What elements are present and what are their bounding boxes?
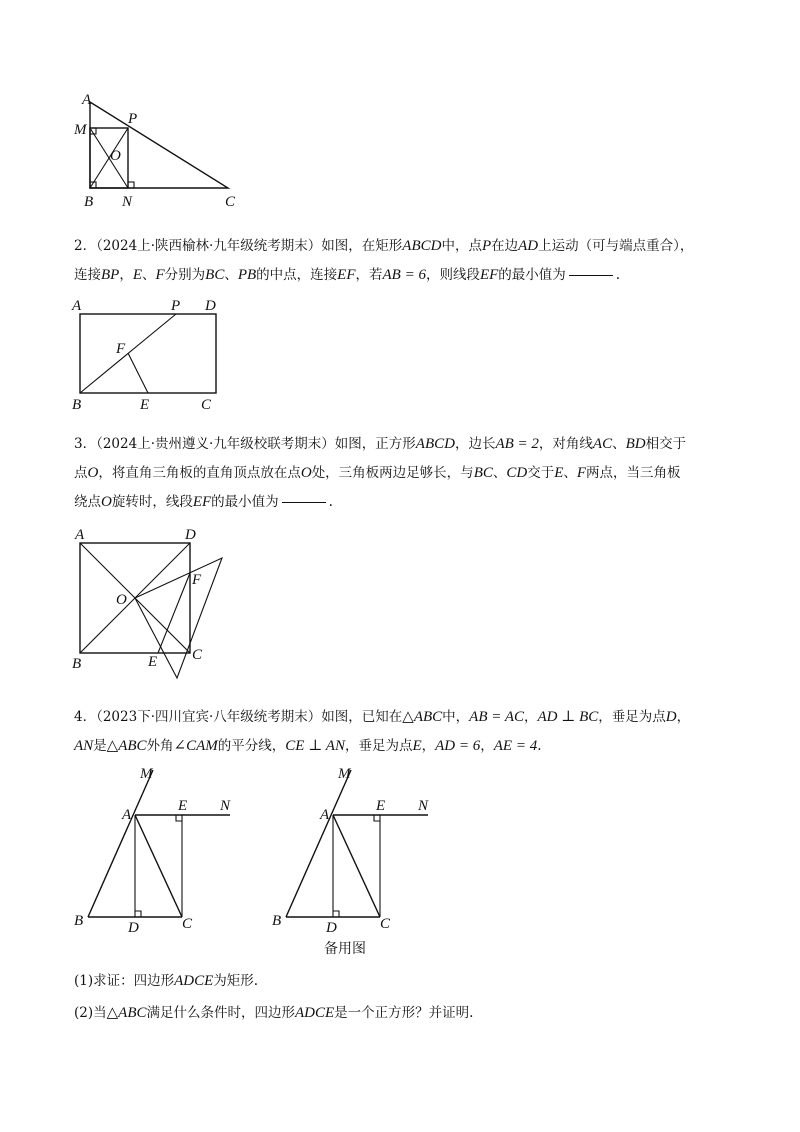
text-run: 交于 bbox=[527, 465, 555, 481]
text-run: 的中点，连接 bbox=[256, 267, 338, 283]
ray-BM bbox=[88, 770, 153, 917]
label-N: N bbox=[220, 798, 231, 814]
question-3-number: 3． bbox=[74, 436, 97, 452]
text-run: ，垂足为点 bbox=[598, 709, 666, 725]
text-run: ，边长 bbox=[454, 436, 496, 452]
label-E: E bbox=[148, 654, 158, 670]
question-3 bbox=[74, 430, 734, 517]
label-C: C bbox=[182, 916, 193, 932]
question-4-part-1 bbox=[74, 967, 734, 996]
label-D: D bbox=[326, 920, 337, 936]
text-run: 为矩形. bbox=[213, 973, 259, 989]
text-run: ，将直角三角板的直角顶点放在点 bbox=[98, 465, 301, 481]
text-run: 连接 bbox=[74, 267, 101, 283]
math-expression: CE ⊥ AN bbox=[285, 738, 345, 754]
math-expression: AN bbox=[74, 738, 94, 754]
math-expression: AB = 6 bbox=[382, 267, 426, 283]
math-expression: ABCD bbox=[402, 238, 442, 254]
math-expression: CD bbox=[506, 465, 528, 481]
math-expression: BD bbox=[625, 436, 646, 452]
label-A: A bbox=[75, 527, 85, 543]
right-angle-D bbox=[135, 911, 141, 917]
question-4-part-2 bbox=[74, 999, 734, 1028]
math-expression: EF bbox=[479, 267, 499, 283]
text-run: 点 bbox=[74, 465, 88, 481]
math-expression: F bbox=[576, 465, 587, 481]
question-3-line-2 bbox=[74, 459, 734, 488]
label-F: F bbox=[116, 341, 126, 357]
math-expression: PB bbox=[237, 267, 257, 283]
text-run: (1)求证：四边形 bbox=[74, 973, 175, 989]
label-E: E bbox=[178, 798, 188, 814]
segment-AC bbox=[135, 815, 182, 917]
label-D: D bbox=[128, 920, 139, 936]
label-C: C bbox=[201, 397, 212, 413]
question-4-line-2 bbox=[74, 732, 734, 761]
math-expression: △ABC bbox=[106, 1005, 147, 1021]
math-expression: E bbox=[132, 267, 142, 283]
label-F: F bbox=[192, 572, 202, 588]
text-run: ， bbox=[524, 709, 538, 725]
question-2 bbox=[74, 232, 734, 290]
figure-3 bbox=[70, 528, 235, 688]
math-expression: △ABC bbox=[402, 709, 443, 725]
text-run: . bbox=[537, 738, 542, 754]
text-run: 、 bbox=[142, 267, 156, 283]
math-expression: ∠CAM bbox=[173, 738, 218, 754]
question-4-parts bbox=[74, 967, 734, 1028]
text-run: 分别为 bbox=[164, 267, 206, 283]
text-run: 处，三角板两边足够长，与 bbox=[311, 465, 474, 481]
question-2-source: （2024上·陕西榆林·九年级统考期末） bbox=[96, 238, 322, 254]
right-angle-E bbox=[176, 815, 182, 821]
label-P: P bbox=[171, 298, 181, 314]
question-3-text-1 bbox=[335, 436, 686, 452]
math-expression: BC bbox=[473, 465, 493, 481]
label-A: A bbox=[122, 807, 132, 823]
text-run: ，垂足为点 bbox=[344, 738, 413, 754]
math-expression: BC bbox=[205, 267, 225, 283]
question-2-text-1 bbox=[321, 238, 693, 254]
question-2-line-1 bbox=[74, 232, 734, 261]
math-expression: ADCE bbox=[295, 1005, 335, 1021]
figure-1 bbox=[70, 90, 270, 215]
math-expression: AB = AC bbox=[469, 709, 525, 725]
label-D: D bbox=[185, 527, 196, 543]
right-angle-E bbox=[374, 815, 380, 821]
label-O: O bbox=[110, 148, 121, 164]
math-expression: AD ⊥ BC bbox=[537, 709, 599, 725]
math-expression: △ABC bbox=[106, 738, 147, 754]
text-run: 中，点 bbox=[441, 238, 482, 254]
ray-BM bbox=[286, 770, 351, 917]
math-expression: AC bbox=[592, 436, 613, 452]
text-run: ， bbox=[676, 709, 691, 725]
text-run: ， bbox=[119, 267, 133, 283]
label-D: D bbox=[205, 298, 216, 314]
text-run: 在边 bbox=[491, 238, 519, 254]
text-run: 的平分线， bbox=[217, 738, 286, 754]
math-expression: D bbox=[665, 709, 677, 725]
math-expression: BP bbox=[101, 267, 120, 283]
label-C: C bbox=[225, 194, 236, 210]
text-run: 如图，已知在 bbox=[321, 709, 403, 725]
text-run: 两点，当三角板 bbox=[586, 465, 681, 481]
right-angle-N bbox=[128, 182, 134, 188]
text-run: 是一个正方形？并证明. bbox=[334, 1005, 474, 1021]
label-B: B bbox=[84, 194, 94, 210]
label-A: A bbox=[320, 807, 330, 823]
spare-figure-caption: 备用图 bbox=[324, 941, 366, 957]
label-M: M bbox=[338, 766, 351, 782]
label-B: B bbox=[72, 656, 82, 672]
label-N: N bbox=[418, 798, 429, 814]
text-run: ，则线段 bbox=[425, 267, 480, 283]
math-expression: AD bbox=[518, 238, 539, 254]
question-4 bbox=[74, 703, 734, 761]
figure-4-spare bbox=[268, 765, 453, 935]
math-expression: E bbox=[554, 465, 564, 481]
question-3-line-3 bbox=[74, 488, 734, 517]
text-run: . bbox=[615, 267, 621, 283]
label-O: O bbox=[116, 592, 127, 608]
text-run: . bbox=[328, 494, 333, 510]
label-B: B bbox=[74, 913, 84, 929]
text-run: 相交于 bbox=[645, 436, 687, 452]
label-C: C bbox=[192, 647, 203, 663]
math-expression: O bbox=[300, 465, 312, 481]
text-run: 满足什么条件时，四边形 bbox=[146, 1005, 295, 1021]
math-expression: O bbox=[101, 494, 112, 510]
right-angle-D bbox=[333, 911, 339, 917]
label-A: A bbox=[72, 298, 82, 314]
text-run: 是 bbox=[93, 738, 107, 754]
math-expression: E bbox=[412, 738, 422, 754]
math-expression: AB = 2 bbox=[495, 436, 539, 452]
question-4-text-1 bbox=[321, 709, 690, 725]
text-run: ，若 bbox=[355, 267, 383, 283]
question-2-line-2 bbox=[74, 261, 734, 290]
text-run: 、 bbox=[612, 436, 626, 452]
answer-blank bbox=[569, 275, 613, 276]
math-expression: AD = 6 bbox=[435, 738, 481, 754]
label-B: B bbox=[72, 397, 82, 413]
text-run: 外角 bbox=[146, 738, 174, 754]
text-run: 、 bbox=[563, 465, 577, 481]
text-run: ， bbox=[421, 738, 436, 754]
segment-AC bbox=[333, 815, 380, 917]
answer-blank bbox=[282, 502, 326, 503]
question-4-line-1 bbox=[74, 703, 734, 732]
label-N: N bbox=[122, 194, 133, 210]
label-P: P bbox=[128, 111, 138, 127]
text-run: 、 bbox=[492, 465, 507, 481]
text-run: 的最小值为 bbox=[498, 267, 566, 283]
question-4-source: （2023下·四川宜宾·八年级统考期末） bbox=[96, 709, 322, 725]
math-expression: ABCD bbox=[415, 436, 455, 452]
text-run: 如图，正方形 bbox=[334, 436, 416, 452]
text-run: 旋转时，线段 bbox=[111, 494, 193, 510]
question-2-number: 2． bbox=[74, 238, 97, 254]
text-run: 中， bbox=[442, 709, 470, 725]
question-3-source: （2024上·贵州遵义·九年级校联考期末） bbox=[96, 436, 335, 452]
label-E: E bbox=[376, 798, 386, 814]
math-expression: EF bbox=[337, 267, 356, 283]
label-C: C bbox=[380, 916, 391, 932]
triangle-ABC bbox=[90, 102, 228, 188]
question-3-line-1 bbox=[74, 430, 734, 459]
segment-EF bbox=[128, 353, 148, 393]
math-expression: O bbox=[87, 465, 99, 481]
label-A: A bbox=[82, 92, 92, 108]
text-run: (2)当 bbox=[74, 1005, 107, 1021]
text-run: 的最小值为 bbox=[211, 494, 279, 510]
text-run: 如图，在矩形 bbox=[321, 238, 403, 254]
text-run: ，对角线 bbox=[538, 436, 593, 452]
label-M: M bbox=[140, 766, 153, 782]
text-run: 上运动（可与端点重合）， bbox=[538, 238, 694, 254]
math-expression: ADCE bbox=[174, 973, 214, 989]
math-expression: EF bbox=[192, 494, 212, 510]
rectangle-ABCD bbox=[80, 314, 216, 393]
text-run: 、 bbox=[224, 267, 238, 283]
math-expression: AE = 4 bbox=[493, 738, 538, 754]
label-M: M bbox=[74, 122, 87, 138]
label-E: E bbox=[140, 397, 150, 413]
text-run: ， bbox=[480, 738, 494, 754]
figure-2 bbox=[70, 292, 240, 417]
label-B: B bbox=[272, 913, 282, 929]
question-4-number: 4． bbox=[74, 709, 97, 725]
math-expression: F bbox=[155, 267, 165, 283]
figure-4-main bbox=[70, 765, 255, 935]
text-run: 绕点 bbox=[74, 494, 101, 510]
math-expression: P bbox=[481, 238, 492, 254]
